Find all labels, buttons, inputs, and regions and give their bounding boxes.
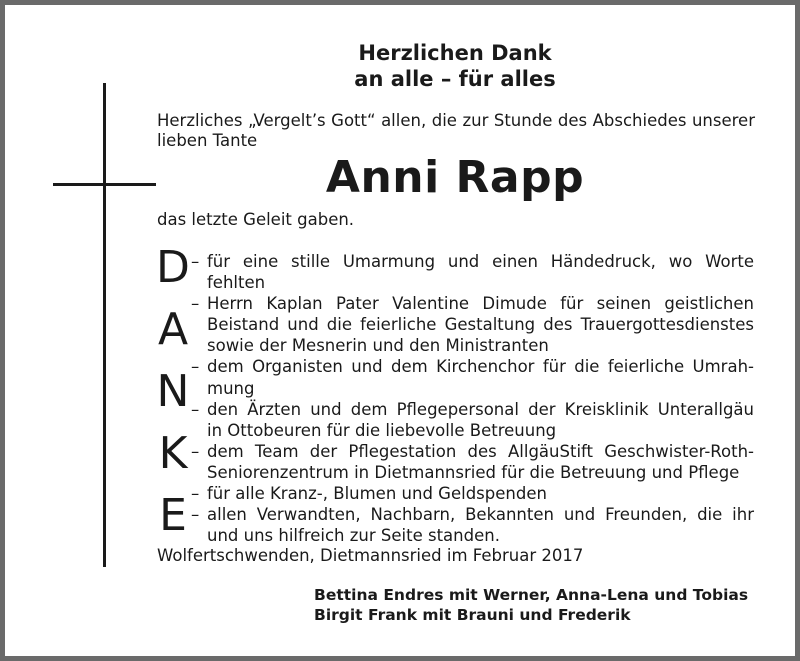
danke-letter-n: N [156,366,190,417]
item-line: sowie der Mesnerin und den Ministranten [207,336,549,356]
list-item [191,356,754,398]
item-line: dem Team der Pflegestation des AllgäuStift Geschwister-Roth- [207,441,754,461]
item-line: Herrn Kaplan Pater Valentine Dimude für seinen geistlichen [207,294,754,314]
item-line: und uns hilfreich zur Seite standen. [207,526,500,546]
thanks-list [191,251,754,546]
danke-letter-e: E [159,490,187,541]
list-item [191,399,754,441]
dash: – [191,441,200,461]
signature-line-1: Bettina Endres mit Werner, Anna-Lena und Tobias [314,586,749,604]
cross-vertical-bar [103,83,106,567]
list-item [191,251,754,293]
list-item [191,504,754,546]
geleit-text: das letzte Geleit gaben. [157,210,355,229]
item-line: mung [207,378,255,398]
list-item [191,293,754,356]
danke-letter-d: D [156,242,190,293]
item-line: allen Verwandten, Nachbarn, Bekannten und Freunden, die ihr [207,505,754,525]
dash: – [191,399,200,419]
cross-horizontal-bar [53,183,156,186]
dash: – [191,484,200,504]
heading-line-2: an alle – für alles [354,67,556,91]
item-line: dem Organisten und dem Kirchenchor für die feierliche Umrah- [207,357,754,377]
dash: – [191,252,200,271]
list-item [191,441,754,483]
deceased-name: Anni Rapp [325,152,585,203]
dash: – [191,294,200,314]
danke-letter-k: K [158,428,188,479]
item-line: für eine stille Umarmung und einen Händedruck, wo Worte fehlten [207,252,754,293]
heading-line-1: Herzlichen Dank [358,41,552,65]
list-item [191,483,754,504]
danke-letter-a: A [157,304,189,355]
place-and-date: Wolfertschwenden, Dietmannsried im Februar 2017 [157,546,584,565]
signature-line-2: Birgit Frank mit Brauni und Frederik [314,606,631,624]
item-line: den Ärzten und dem Pflegepersonal der Kreisklinik Unterallgäu [207,399,754,419]
item-line: Beistand und die feierliche Gestaltung des Trauergottesdienstes [207,315,754,335]
item-line: in Ottobeuren für die liebevolle Betreuung [207,420,557,440]
item-line: für alle Kranz-, Blumen und Geldspenden [207,484,547,504]
intro-line-1: Herzliches „Vergelt’s Gott“ allen, die zur Stunde des Abschiedes unserer [157,111,755,130]
intro-text [157,111,755,151]
item-line: Seniorenzentrum in Dietmannsried für die Betreuung und Pflege [207,462,740,482]
dash: – [191,357,200,377]
intro-line-2: lieben Tante [157,131,258,150]
dash: – [191,505,200,525]
